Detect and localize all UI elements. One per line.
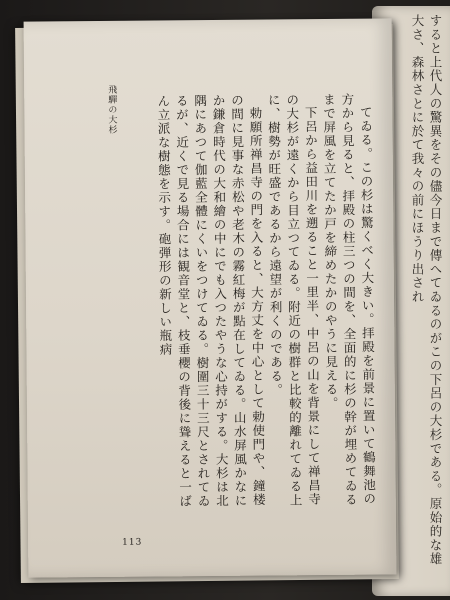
running-head: 飛驒の大杉 (106, 84, 117, 135)
paragraph-1: てゐる。この杉は驚くべく大きい。拝殿を前景に置いて鶴舞池の方から見ると、拝殿の柱三つの間を、全面的に杉の幹が埋めてゐるまで屏風を立てたか戸を締めたかのやうに見える。 (321, 92, 377, 507)
page-body (142, 93, 378, 515)
paragraph-2: 下呂から益田川を遡ること一里半、中呂の山を背景にして禅昌寺の大杉が遠くから目立つてゐる。附近の樹群と比較的離れてゐる上に、樹勢が旺盛であるから遠望が利くのである。 (266, 93, 322, 508)
paragraph-3: 勅願所禅昌寺の門を入ると、大方丈を中心として勅使門や、鐘楼の間に見事な赤松や老木の霧紅梅が點在してゐる。山水屏風かなにか鎌倉時代の大和繪の中にでも入つたやうな心持がする。大杉は北隅にあつて伽藍全體にくいをつけてゐる。樹圍三十三尺とされてゐるが、近くで見る場合には観音堂と、枝垂櫻の背後に聳えると一ばん立派な樹態を示す。砲弾形の新しい瓶病 (155, 93, 267, 509)
right-paragraph-1: すると上代人の驚異をその儘今日まで傳へてゐるのがこの下呂の大杉である。原始的な雄大さ、森林さとに於て我々の前にほうり出され (410, 14, 443, 566)
page-number: 113 (122, 537, 143, 548)
left-page (24, 18, 397, 577)
